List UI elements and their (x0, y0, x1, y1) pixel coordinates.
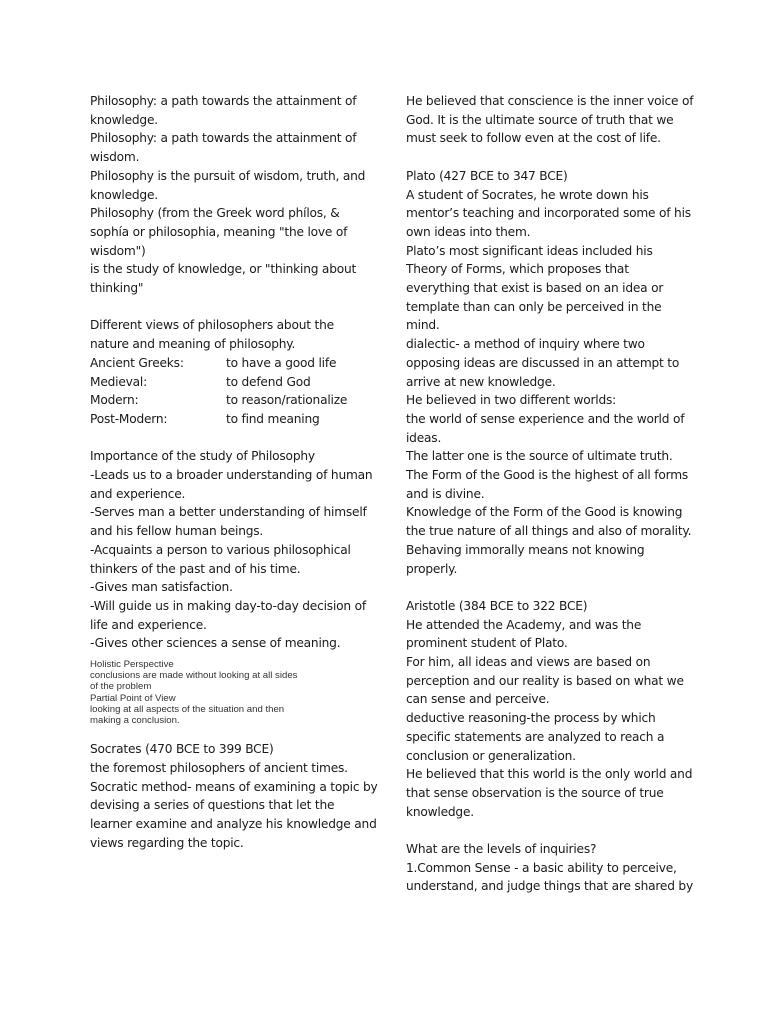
text-line: ideas. (406, 430, 442, 445)
text-line: conclusions are made without looking at all sides (90, 670, 298, 682)
text-line: Theory of Forms, which proposes that (406, 262, 629, 277)
view-aim: to have a good life (226, 355, 337, 370)
socrates-section (90, 740, 380, 852)
text-line: must seek to follow even at the cost of life. (406, 131, 661, 146)
view-row (90, 373, 380, 392)
text-line: He believed in two different worlds: (406, 393, 617, 408)
view-row (90, 410, 380, 429)
text-line: A student of Socrates, he wrote down his (406, 187, 649, 202)
text-line: dialectic- a method of inquiry where two (406, 337, 645, 352)
view-aim: to find meaning (226, 411, 320, 426)
text-line: and is divine. (406, 486, 485, 501)
text-line: The Form of the Good is the highest of all forms (406, 468, 689, 483)
text-line: knowledge. (90, 187, 158, 202)
text-line: What are the levels of inquiries? (406, 842, 597, 857)
text-line: mind. (406, 318, 440, 333)
text-line: specific statements are analyzed to reach a (406, 729, 665, 744)
text-line: perception and our reality is based on what we (406, 673, 684, 688)
view-era: Ancient Greeks: (90, 355, 184, 370)
text-line: Plato’s most significant ideas included his (406, 243, 653, 258)
text-line: can sense and perceive. (406, 692, 550, 707)
text-line: 1.Common Sense - a basic ability to perceive, (406, 860, 677, 875)
text-line: -Will guide us in making day-to-day decision of (90, 598, 366, 613)
inquiry-levels-section (406, 840, 693, 896)
text-line: learner examine and analyze his knowledge and (90, 817, 377, 832)
right-column (406, 92, 694, 896)
text-line: Behaving immorally means not knowing (406, 542, 645, 557)
view-era: Medieval: (90, 374, 148, 389)
text-line: For him, all ideas and views are based on (406, 655, 651, 670)
text-line: looking at all aspects of the situation and then (90, 703, 285, 715)
text-line: everything that exist is based on an idea or (406, 281, 664, 296)
text-line: deductive reasoning-the process by which (406, 711, 656, 726)
text-line: own ideas into them. (406, 224, 531, 239)
text-line: Knowledge of the Form of the Good is knowing (406, 505, 683, 520)
philosophy-definitions (90, 92, 380, 298)
text-line: Importance of the study of Philosophy (90, 449, 315, 464)
text-line: Philosophy: a path towards the attainment of (90, 131, 357, 146)
view-row (90, 354, 380, 373)
text-line: Socratic method- means of examining a topic by (90, 779, 378, 794)
plato-section (406, 167, 692, 578)
text-line: nature and meaning of philosophy. (90, 337, 296, 352)
view-aim: to defend God (226, 374, 311, 389)
text-line: template than can only be perceived in the (406, 299, 662, 314)
text-line: knowledge. (90, 112, 158, 127)
text-line: Philosophy (from the Greek word phílos, & (90, 206, 340, 221)
text-line: Philosophy: a path towards the attainment of (90, 94, 357, 108)
text-line: opposing ideas are discussed in an attempt to (406, 355, 680, 370)
text-line: is the study of knowledge, or "thinking about (90, 262, 357, 277)
text-line: He believed that this world is the only world and (406, 767, 693, 782)
text-line: and experience. (90, 486, 186, 501)
text-line: He attended the Academy, and was the (406, 617, 642, 632)
text-line: Philosophy is the pursuit of wisdom, truth, and (90, 168, 366, 183)
text-line: the world of sense experience and the world of (406, 411, 685, 426)
view-row (90, 391, 380, 410)
text-line: -Leads us to a broader understanding of human (90, 468, 373, 483)
text-line: mentor’s teaching and incorporated some of his (406, 206, 691, 221)
text-line: that sense observation is the source of true (406, 785, 664, 800)
perspective-notes (90, 659, 380, 726)
text-line: -Acquaints a person to various philosophical (90, 542, 351, 557)
text-line: and his fellow human beings. (90, 524, 264, 539)
text-line: God. It is the ultimate source of truth that we (406, 112, 674, 127)
text-line: Plato (427 BCE to 347 BCE) (406, 168, 568, 183)
importance-section (90, 447, 380, 653)
text-line: Socrates (470 BCE to 399 BCE) (90, 742, 274, 757)
aristotle-section (406, 597, 693, 821)
text-line: of the problem (90, 681, 152, 693)
text-line: the true nature of all things and also of morality. (406, 524, 692, 539)
text-line: -Serves man a better understanding of himself (90, 505, 367, 520)
view-era: Modern: (90, 393, 139, 408)
text-line: devising a series of questions that let the (90, 798, 335, 813)
text-line: properly. (406, 561, 458, 576)
socrates-conscience (406, 92, 694, 148)
text-line: -Gives other sciences a sense of meaning. (90, 636, 341, 651)
text-line: Holistic Perspective (90, 659, 174, 671)
text-line: making a conclusion. (90, 715, 180, 727)
philosopher-views (90, 316, 380, 428)
view-aim: to reason/rationalize (226, 393, 348, 408)
text-line: Different views of philosophers about the (90, 318, 334, 333)
text-line: understand, and judge things that are shared by (406, 879, 693, 894)
text-line: He believed that conscience is the inner voice of (406, 94, 694, 108)
text-line: conclusion or generalization. (406, 748, 576, 763)
left-column (90, 92, 380, 853)
text-line: sophía or philosophia, meaning "the love of (90, 224, 348, 239)
text-line: the foremost philosophers of ancient times. (90, 760, 348, 775)
text-line: prominent student of Plato. (406, 636, 568, 651)
text-line: views regarding the topic. (90, 835, 244, 850)
text-line: Partial Point of View (90, 692, 176, 704)
view-era: Post-Modern: (90, 411, 168, 426)
text-line: knowledge. (406, 804, 474, 819)
text-line: thinkers of the past and of his time. (90, 561, 301, 576)
text-line: The latter one is the source of ultimate truth. (406, 449, 673, 464)
text-line: -Gives man satisfaction. (90, 580, 233, 595)
text-line: arrive at new knowledge. (406, 374, 556, 389)
text-line: life and experience. (90, 617, 207, 632)
text-line: wisdom. (90, 150, 140, 165)
text-line: Aristotle (384 BCE to 322 BCE) (406, 598, 588, 613)
text-line: wisdom") (90, 243, 146, 258)
text-line: thinking" (90, 281, 144, 296)
